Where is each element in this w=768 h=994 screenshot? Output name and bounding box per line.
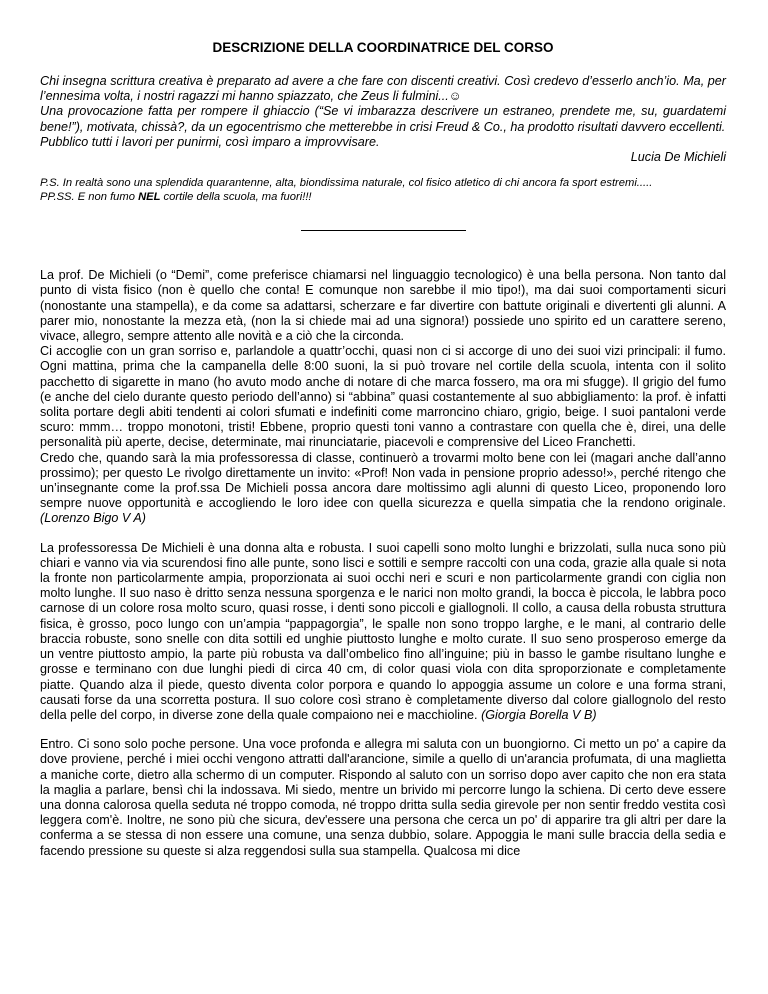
intro-paragraph-3: Pubblico tutti i lavori per punirmi, così imparo a improvvisare. <box>40 134 380 149</box>
separator-line <box>301 230 466 231</box>
postscript-bold-word: NEL <box>138 190 161 203</box>
postscript-text-before: PP.SS. E non fumo <box>40 190 139 203</box>
postscript <box>40 177 726 204</box>
document-title: DESCRIZIONE DELLA COORDINATRICE DEL CORSO <box>212 40 554 55</box>
intro-paragraph-1: Chi insegna scrittura creativa è preparato ad avere a che fare con discenti creativi. Così credevo d’esserlo anch’io. Ma, per l’ennesima volta, i nostri ragazzi mi hanno spiazzato, che Zeus li fulmini...☺ <box>40 74 726 104</box>
essay-2-paragraph <box>40 541 726 723</box>
essay-1-author: (Lorenzo Bigo V A) <box>40 511 146 526</box>
intro-section <box>40 74 726 165</box>
essay-3-paragraph: Entro. Ci sono solo poche persone. Una voce profonda e allegra mi saluta con un buongiorno. Ci metto un po' a capire da dove proviene, perché i miei occhi vengono attratti dall'arancione, simile a quello di un'arancia profumata, di una maglietta a maniche corte, dietro alla schermo di un computer. Rispondo al saluto con un sorriso dopo aver capito che non era stata la maglia a parlare, bensì chi la indossava. Mi siedo, mentre un brivido mi percorre lungo la schiena. Di certo deve essere una donna calorosa quella seduta né troppo comoda, né troppo dritta sulla sedia girevole per non sentir freddo vestita così leggera com'è. Inoltre, ne sono più che sicura, dev'essere una persona che cerca un po' di apparire tra gli altri per dare la conferma a se stessa di non essere una comune, una senza dubbio, solare. Appoggia le mani sulle braccia della sedia e facendo pressione su queste si alza reggendosi sulla sua stampella. Qualcosa mi dice <box>40 737 726 858</box>
postscript-line-2 <box>40 191 726 205</box>
essay-1 <box>40 268 726 526</box>
essay-1-paragraph-b: Ci accoglie con un gran sorriso e, parlandole a quattr’occhi, quasi non ci si accorge di uno dei suoi vizi principali: il fumo. Ogni mattina, prima che la campanella delle 8:00 suoni, la si può trovare nel cortile della scuola, intenta con il solito pacchetto di sigarette in mano (ho avuto modo anche di notare di che marca fossero, ma ora mi sfugge). Il grigio del fumo (e anche del cielo durante questo periodo dell’anno) si “abbina” quasi costantemente al suo abbigliamento: la prof. è infatti solita portare degli abiti tendenti ai colori sfumati e indefiniti come marroncino chiaro, grigio, beige. I suoi pantaloni verde scuro: mmm… troppo monotoni, tristi! Ebbene, proprio questi toni vanno a contrastare con quella che è, direi, una delle personalità più aperte, decise, determinate, mai rinunciatarie, piacevoli e comprensive del Liceo Franchetti. <box>40 344 726 450</box>
postscript-line-1: P.S. In realtà sono una splendida quarantenne, alta, biondissima naturale, col fisico atletico di chi ancora fa sport estremi..... <box>40 177 653 190</box>
essay-1-paragraph-a: La prof. De Michieli (o “Demi”, come preferisce chiamarsi nel linguaggio tecnologico) è una bella persona. Non tanto dal punto di vista fisico (non è quello che conta! E comunque non sarebbe il mio tipo!), ma dai suoi comportamenti sicuri (nonostante una stampella), e da come sa adattarsi, scherzare e far divertire con battute originali e divertenti gli alunni. A parer mio, nonostante la mezza età, (non la si chiede mai ad una signora!) possiede uno spirito ed un carattere sereno, vivace, allegro, sempre attento alle novità e a ciò che la circonda. <box>40 268 726 344</box>
signature: Lucia De Michieli <box>630 150 726 165</box>
essay-2-author: (Giorgia Borella V B) <box>481 707 597 722</box>
essay-2 <box>40 541 726 723</box>
essay-1-paragraph-c <box>40 451 726 527</box>
intro-paragraph-2: Una provocazione fatta per rompere il ghiaccio (“Se vi imbarazza descrivere un estraneo, prendete me, su, guardatemi bene!”), motivata, chissà?, da un egocentrismo che metterebbe in crisi Freud & Co., ha prodotto risultati davvero eccellenti. <box>40 104 726 134</box>
postscript-text-after: cortile della scuola, ma fuori!!! <box>160 190 312 203</box>
essay-2-text: La professoressa De Michieli è una donna alta e robusta. I suoi capelli sono molto lunghi e brizzolati, sulla nuca sono più chiari e vanno via via scurendosi fino alle punte, sono lisci e sottili e sempre raccolti con una coda, grazie alla quale si nota la fronte non particolarmente ampia, proporzionata ai suoi occhi neri e scuri e non particolarmente grandi con ciglia non molto lunghe. Il suo naso è dritto senza nessuna sporgenza e le narici non molto grandi, la bocca è piccola, le labbra poco carnose di un colore rosa molto scuro, quasi rosse, i denti sono piccoli e giallognoli. Il collo, a causa della robusta struttura fisica, è grosso, poco lungo con un’ampia “pappagorgia”, le spalle non sono troppo larghe, e le mani, al contrario delle braccia robuste, sono snelle con dita sottili ed unghie piuttosto lunghe e molto curate. Il suo seno prosperoso emerge da un ventre piuttosto ampio, la parte più robusta va dall’ombelico fino all’inguine; più in basso le gambe risultano lunghe e grosse e terminano con due lunghi piedi di circa 40 cm, di color quasi viola con dita sproporzionate e completamente piatte. Quando alza il piede, questo diventa color porpora e quando lo appoggia assume un colore e una forma strani, causati forse da una scorretta postura. Il suo colore così strano è completamente diverso dal colore giallognolo del resto della pelle del corpo, in diverse zone della quale compaiono nei e macchioline. <box>40 540 726 722</box>
essay-1-text: Credo che, quando sarà la mia professoressa di classe, continuerò a trovarmi molto bene con lei (magari anche dall’anno prossimo); per questo Le rivolgo direttamente un invito: «Prof! Non vada in pensione proprio adesso!», perché ritengo che un’insegnante come la prof.ssa De Michieli possa ancora dare moltissimo agli alunni di questo Liceo, proponendo loro sempre nuove opportunità e accogliendo le loro idee con quella sicurezza e quella simpatia che la rendono originale. <box>40 450 726 511</box>
essay-3 <box>40 737 726 859</box>
